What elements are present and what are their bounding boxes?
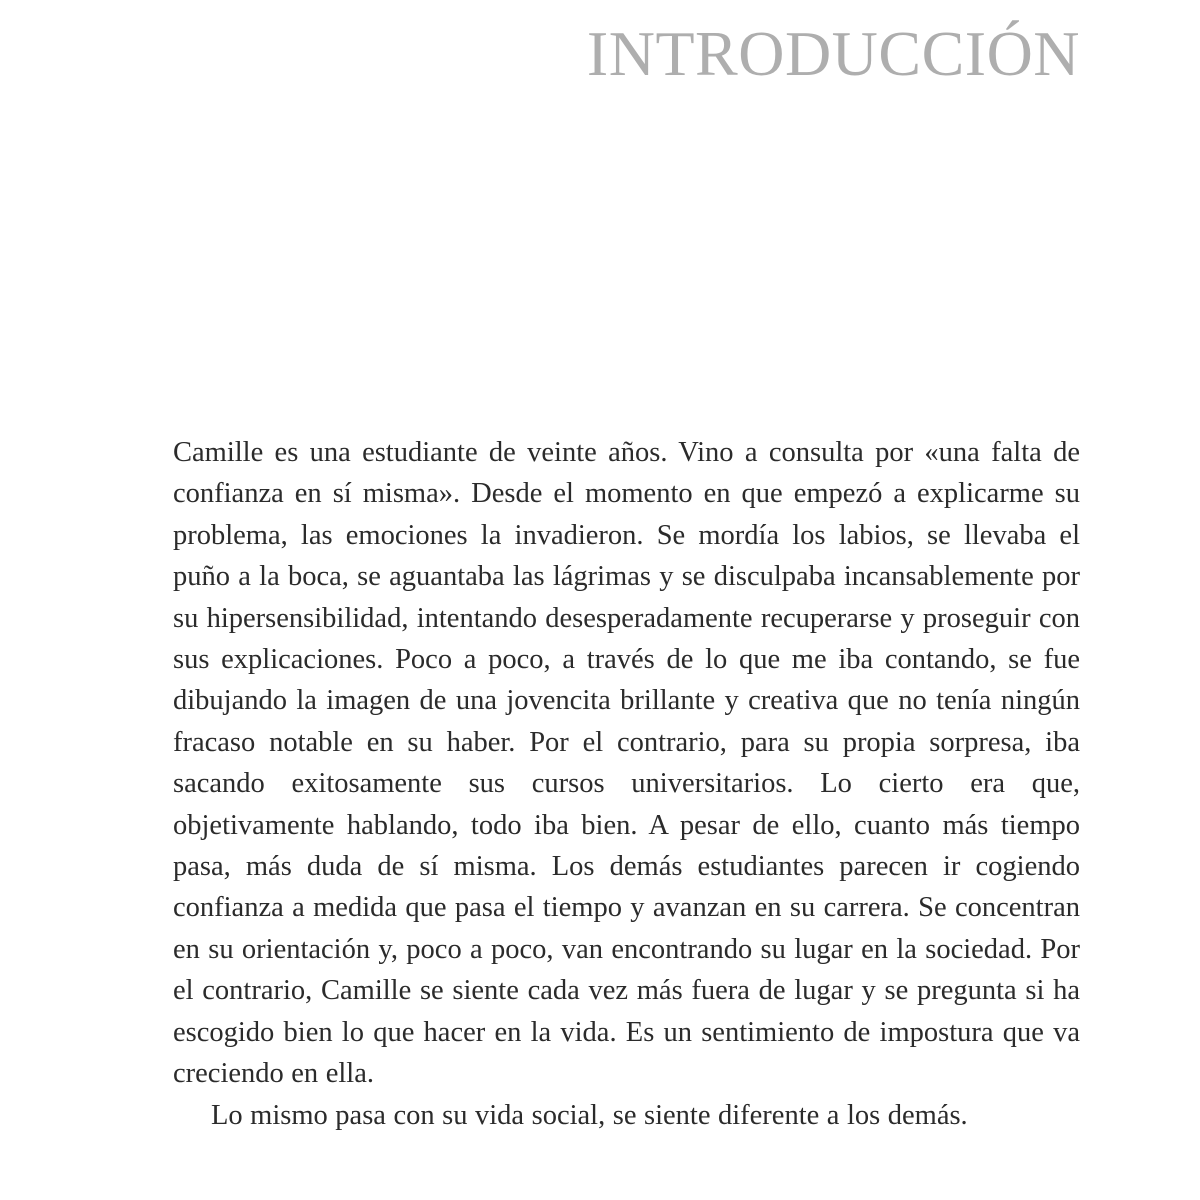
body-text-column	[173, 432, 1080, 1136]
page-title: INTRODUCCIÓN	[586, 18, 1080, 89]
body-paragraph-1: Camille es una estudiante de veinte años. Vino a consulta por «una falta de confianza en sí misma». Desde el momento en que empezó a explicarme su problema, las emociones la invadieron. Se mordía los labios, se llevaba el puño a la boca, se aguantaba las lágrimas y se disculpaba incansablemente por su hipersensibilidad, intentando desesperadamente recuperarse y proseguir con sus explicaciones. Poco a poco, a través de lo que me iba contando, se fue dibujando la imagen de una jovencita brillante y creativa que no tenía ningún fracaso notable en su haber. Por el contrario, para su propia sorpresa, iba sacando exitosamente sus cursos universitarios. Lo cierto era que, objetivamente hablando, todo iba bien. A pesar de ello, cuanto más tiempo pasa, más duda de sí misma. Los demás estudiantes parecen ir cogiendo confianza a medida que pasa el tiempo y avanzan en su carrera. Se concentran en su orientación y, poco a poco, van encontrando su lugar en la sociedad. Por el contrario, Camille se siente cada vez más fuera de lugar y se pregunta si ha escogido bien lo que hacer en la vida. Es un sentimiento de impostura que va creciendo en ella.	[173, 437, 1080, 1090]
body-paragraph-2: Lo mismo pasa con su vida social, se siente diferente a los demás.	[211, 1099, 968, 1131]
